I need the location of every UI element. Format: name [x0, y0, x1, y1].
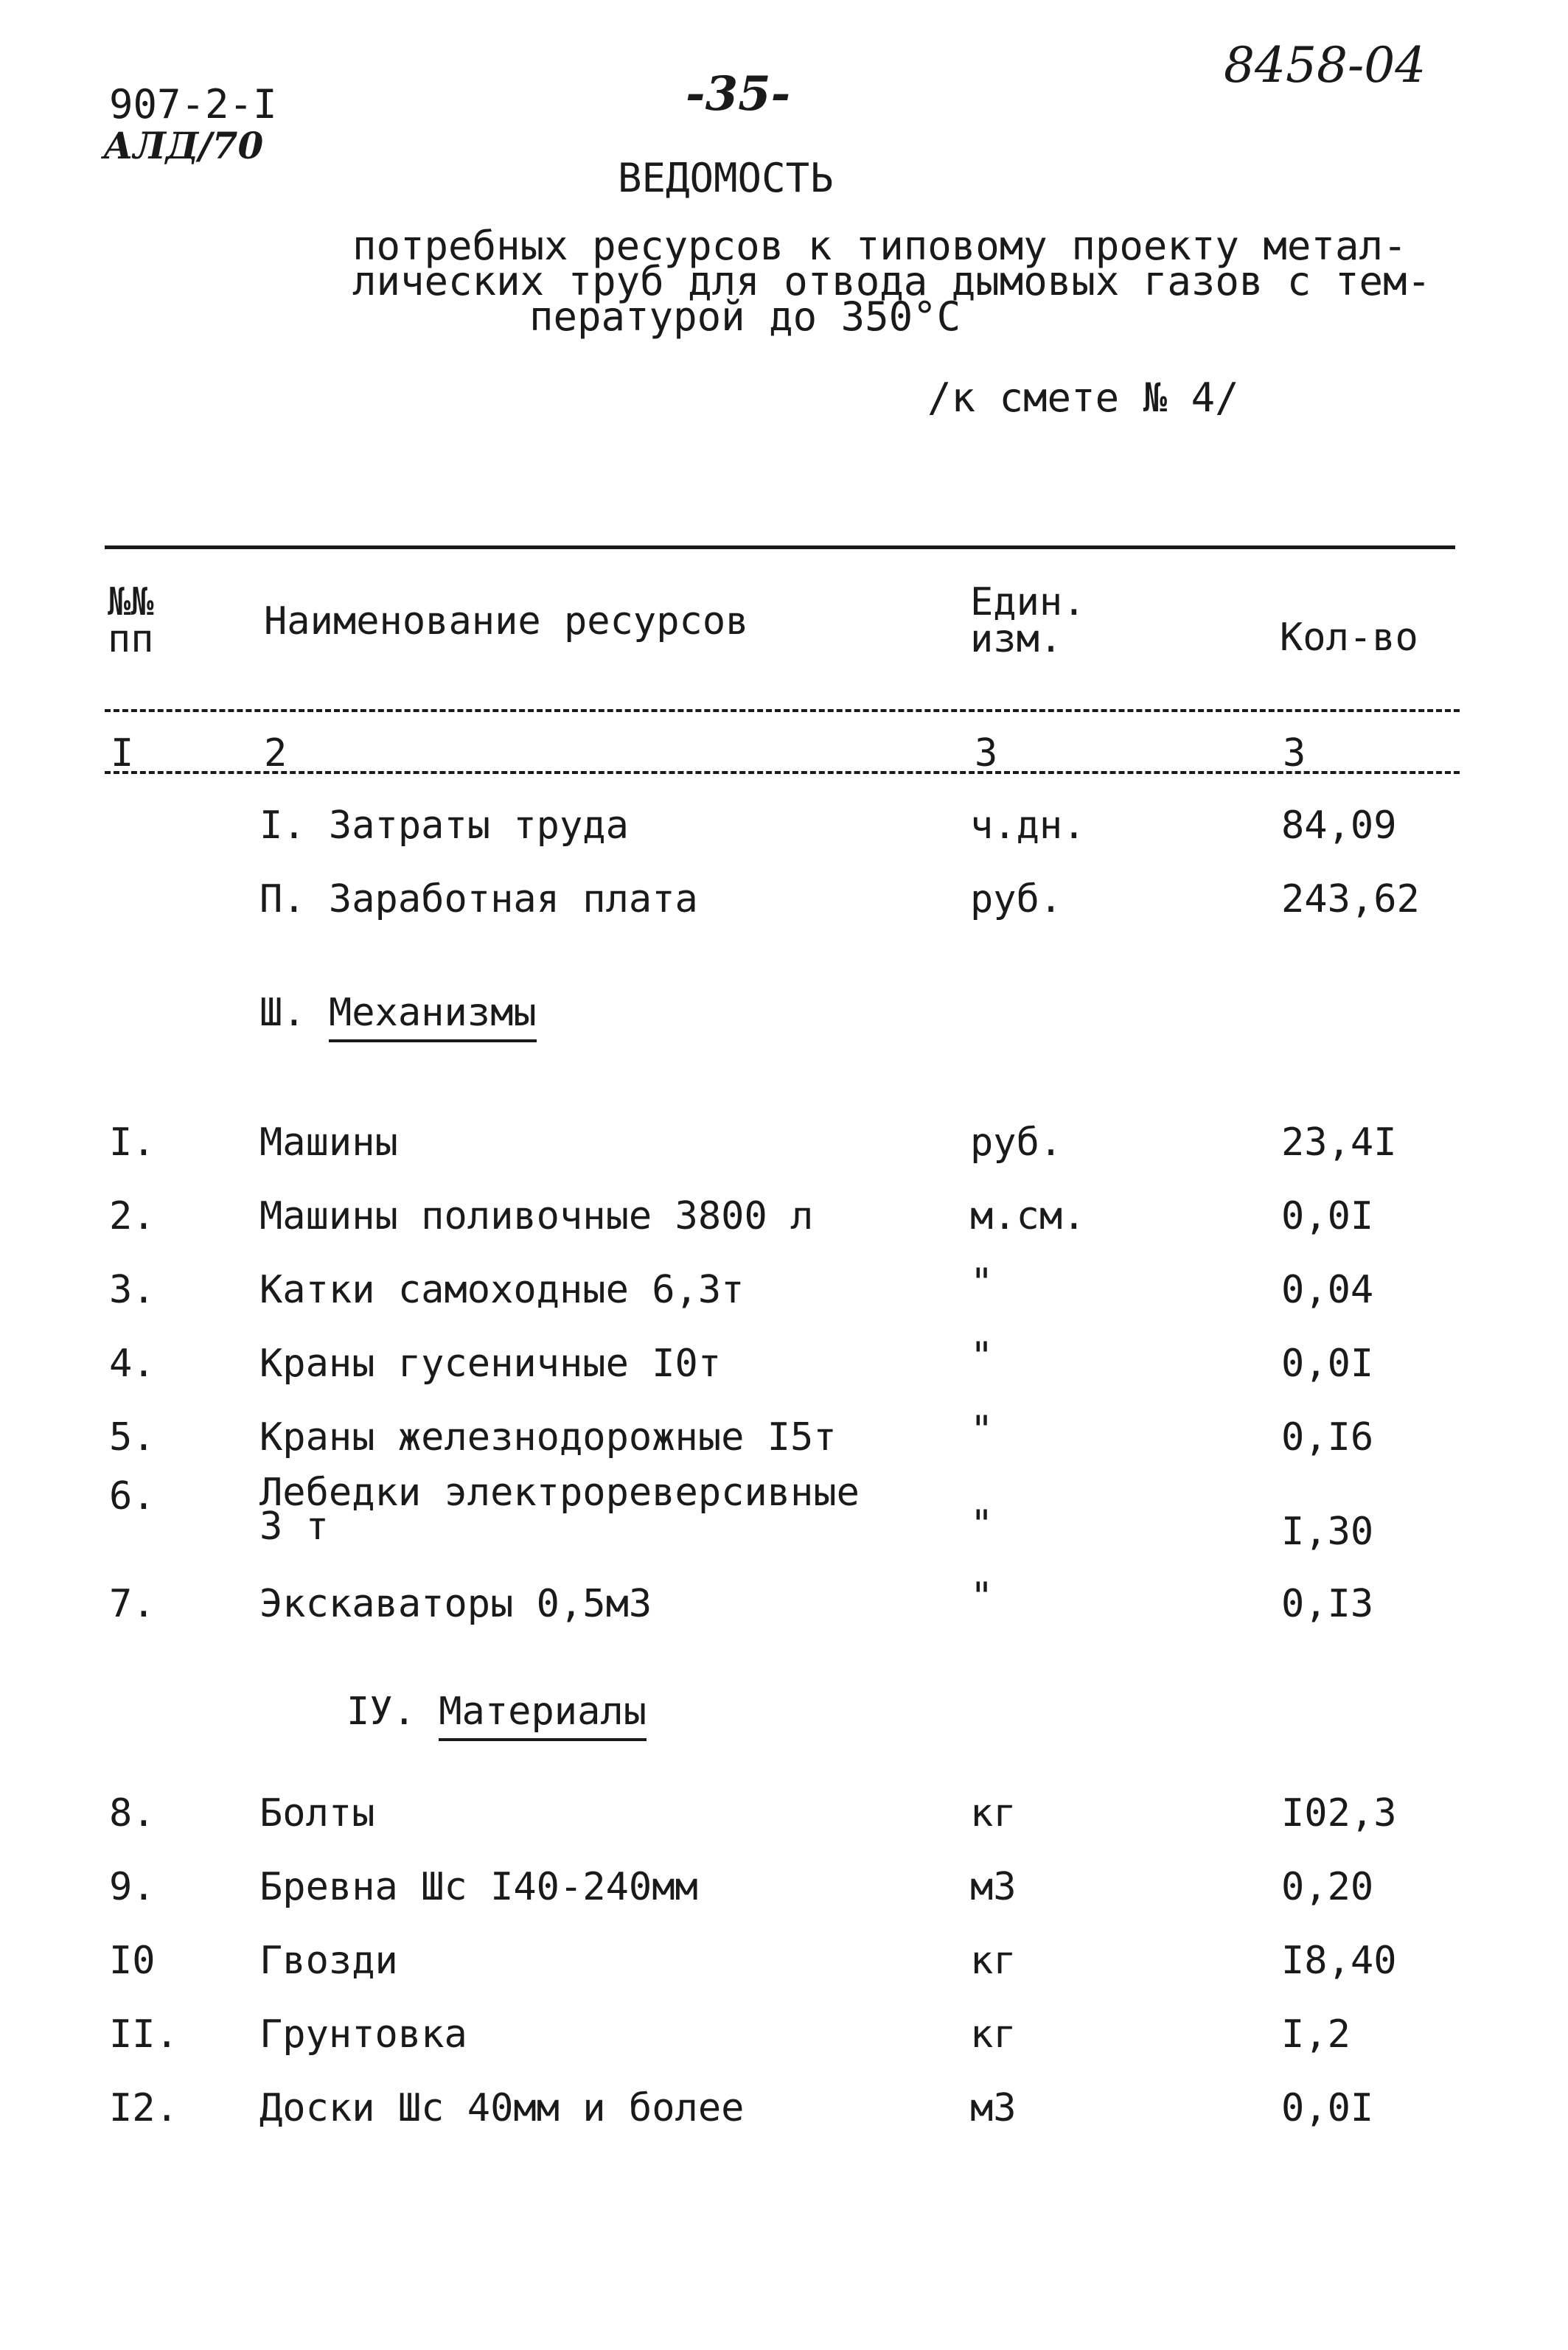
row-name: Краны гусеничные I0т — [259, 1342, 722, 1386]
column-number: 2 — [264, 731, 288, 775]
archive-number: 8458-04 — [1224, 37, 1426, 94]
column-number: 3 — [1283, 731, 1306, 775]
section-heading-mechanisms: Ш. Механизмы — [259, 991, 537, 1035]
ditto-mark: " — [970, 1261, 994, 1305]
column-numbers-dashed-rule — [105, 771, 1460, 774]
row-quantity: 0,0I — [1281, 2086, 1374, 2130]
table-top-rule — [105, 545, 1455, 549]
description-line: пературой до 350°С — [529, 293, 961, 340]
row-number: I. — [109, 1120, 156, 1165]
ditto-mark: " — [970, 1334, 994, 1378]
description-line: потребных ресурсов к типовому проекту метал- — [352, 223, 1407, 269]
summary-row-quantity: 243,62 — [1281, 877, 1420, 921]
row-quantity: 0,04 — [1281, 1268, 1374, 1312]
column-header-quantity: Кол-во — [1280, 616, 1418, 660]
row-quantity: I02,3 — [1281, 1791, 1397, 1835]
row-number: 6. — [109, 1474, 156, 1519]
row-unit: кг — [970, 1939, 1017, 1983]
row-name: Машины поливочные 3800 л — [259, 1194, 814, 1238]
row-name: Краны железнодорожные I5т — [259, 1415, 837, 1460]
row-name: Лебедки электрореверсивные 3 т — [259, 1471, 860, 1549]
column-header-unit: Един. изм. — [970, 580, 1086, 661]
row-quantity: 0,0I — [1281, 1194, 1374, 1238]
estimate-reference: /к смете № 4/ — [927, 374, 1239, 421]
row-name: Гвозди — [259, 1939, 398, 1983]
document-code: 907-2-I — [109, 81, 277, 128]
row-number: I0 — [109, 1939, 156, 1983]
row-quantity: 0,0I — [1281, 1342, 1374, 1386]
row-number: 3. — [109, 1268, 156, 1312]
ditto-mark: " — [970, 1502, 994, 1547]
row-number: 5. — [109, 1415, 156, 1460]
summary-row-unit: ч.дн. — [970, 803, 1086, 848]
row-quantity: I8,40 — [1281, 1939, 1397, 1983]
column-header-name: Наименование ресурсов — [264, 599, 749, 644]
row-quantity: I,2 — [1281, 2012, 1351, 2057]
row-name: Болты — [259, 1791, 375, 1835]
row-quantity: 0,I3 — [1281, 1582, 1374, 1626]
row-name: Бревна Шс I40-240мм — [259, 1865, 698, 1909]
row-unit: м3 — [970, 2086, 1017, 2130]
row-name: Экскаваторы 0,5м3 — [259, 1582, 652, 1626]
row-number: I2. — [109, 2086, 178, 2130]
handwritten-code: АЛД/70 — [103, 124, 264, 167]
summary-row-quantity: 84,09 — [1281, 803, 1397, 848]
column-header-number: №№ пп — [108, 580, 154, 661]
column-number: 3 — [975, 731, 998, 775]
row-unit: руб. — [970, 1120, 1063, 1165]
row-quantity: 0,I6 — [1281, 1415, 1374, 1460]
row-quantity: I,30 — [1281, 1510, 1374, 1554]
row-name: Доски Шс 40мм и более — [259, 2086, 745, 2130]
row-number: 4. — [109, 1342, 156, 1386]
row-number: II. — [109, 2012, 178, 2057]
summary-row-unit: руб. — [970, 877, 1063, 921]
ditto-mark: " — [970, 1575, 994, 1619]
row-unit: м3 — [970, 1865, 1017, 1909]
column-number: I — [111, 731, 134, 775]
row-unit: м.см. — [970, 1194, 1086, 1238]
row-name: Катки самоходные 6,3т — [259, 1268, 745, 1312]
row-number: 7. — [109, 1582, 156, 1626]
ditto-mark: " — [970, 1408, 994, 1452]
section-heading-materials: IУ. Материалы — [346, 1690, 647, 1734]
row-number: 8. — [109, 1791, 156, 1835]
row-name: Машины — [259, 1120, 398, 1165]
header-dashed-rule — [105, 709, 1460, 712]
summary-row-label: I. Затраты труда — [259, 803, 629, 848]
row-name: Грунтовка — [259, 2012, 467, 2057]
row-quantity: 0,20 — [1281, 1865, 1374, 1909]
row-unit: кг — [970, 1791, 1017, 1835]
document-title: ВЕДОМОСТЬ — [618, 155, 834, 201]
row-number: 9. — [109, 1865, 156, 1909]
row-unit: кг — [970, 2012, 1017, 2057]
row-quantity: 23,4I — [1281, 1120, 1397, 1165]
description-line: лических труб для отвода дымовых газов с тем- — [352, 258, 1431, 304]
row-number: 2. — [109, 1194, 156, 1238]
summary-row-label: П. Заработная плата — [259, 877, 698, 921]
page-number: -35- — [686, 66, 791, 122]
